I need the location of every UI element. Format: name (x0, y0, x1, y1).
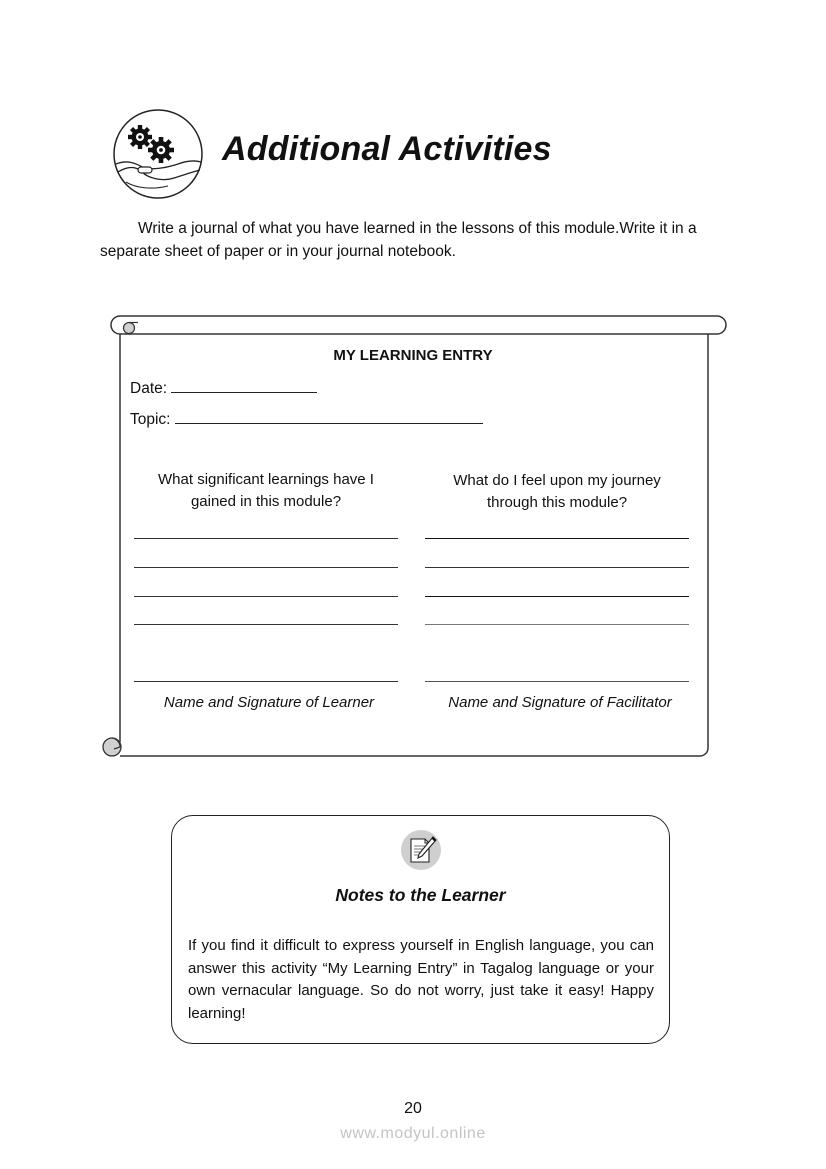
topic-label: Topic: (130, 411, 171, 428)
instructions-paragraph (100, 217, 730, 263)
learnings-answer-line[interactable] (134, 624, 398, 625)
feelings-answer-line[interactable] (425, 538, 689, 539)
topic-field[interactable] (130, 409, 483, 429)
learning-entry-title: MY LEARNING ENTRY (333, 347, 493, 364)
gears-in-hand-icon (112, 108, 204, 200)
page-title: Additional Activities (222, 130, 552, 168)
date-blank-line[interactable] (171, 378, 317, 393)
instructions-text: Write a journal of what you have learned in the lessons of this module.Write it in a separate sheet of paper or in your journal notebook. (100, 220, 697, 260)
learnings-answer-line[interactable] (134, 596, 398, 597)
facilitator-signature-label: Name and Signature of Facilitator (448, 694, 672, 711)
question-feelings-line2: through this module? (486, 494, 628, 511)
notes-title: Notes to the Learner (335, 885, 506, 905)
question-feelings (425, 470, 689, 514)
feelings-answer-line[interactable] (425, 596, 689, 597)
question-learnings-line2: gained in this module? (190, 493, 342, 510)
learnings-answer-line[interactable] (134, 538, 398, 539)
question-learnings (133, 469, 399, 513)
notepad-pencil-icon (400, 829, 442, 871)
date-field[interactable] (130, 378, 317, 398)
watermark: www.modyul.online (340, 1125, 486, 1142)
feelings-answer-line[interactable] (425, 624, 689, 625)
question-feelings-line1: What do I feel upon my journey (453, 472, 661, 489)
topic-blank-line[interactable] (175, 409, 483, 424)
date-label: Date: (130, 380, 168, 397)
learnings-answer-line[interactable] (134, 567, 398, 568)
notes-body: If you find it difficult to express yourself in English language, you can answer this activity “My Learning Entry” in Tagalog language or your own vernacular language. So do not worry, just take it easy! Happy learning! (188, 937, 654, 1022)
question-learnings-line1: What significant learnings have I (158, 471, 374, 488)
learner-signature-line[interactable] (134, 681, 398, 682)
feelings-answer-line[interactable] (425, 567, 689, 568)
facilitator-signature-line[interactable] (425, 681, 689, 682)
learner-signature-label: Name and Signature of Learner (163, 694, 375, 711)
page-number: 20 (404, 1100, 422, 1117)
